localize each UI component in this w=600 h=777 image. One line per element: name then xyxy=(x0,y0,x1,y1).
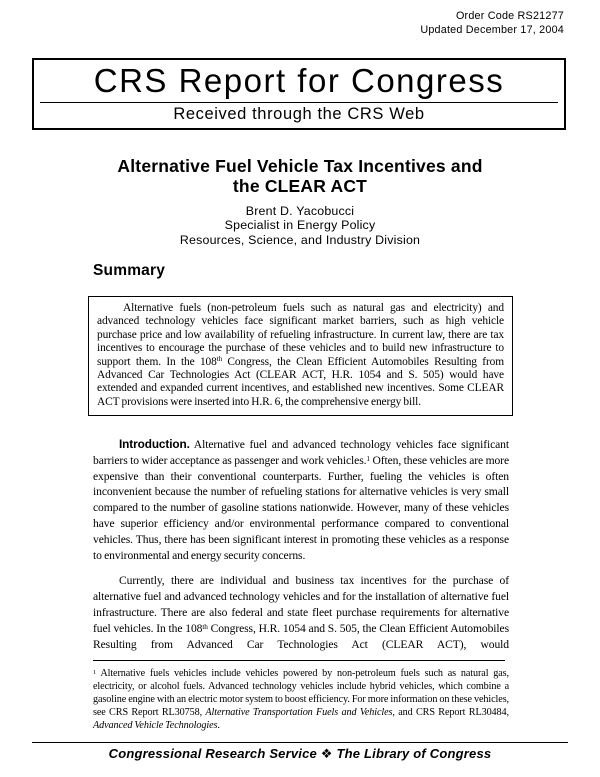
order-code: Order Code RS21277 xyxy=(455,10,564,22)
footer-library: The Library of Congress xyxy=(336,746,492,761)
footnote xyxy=(93,667,509,732)
introduction-text-a: Alternative fuel and advanced technology vehicles face significant barriers to wider acceptance as passenger and work vehicles. xyxy=(93,438,509,467)
footnote-text-c: . xyxy=(217,720,220,732)
summary-text xyxy=(97,302,504,409)
footnote-number: 1 xyxy=(93,668,97,676)
author-division: Resources, Science, and Industry Division xyxy=(179,232,421,247)
summary-superscript: th xyxy=(216,355,223,364)
footnote-text-b: , and CRS Report RL30484, xyxy=(392,707,509,719)
summary-text-a: Alternative fuels (non-petroleum fuels such as natural gas and electricity) and advanced technology vehicles face significant market barriers, such as high vehicle purchase price and low availability of refueling infrastructure. In current law, there are tax incentives to encourage the purchase of these vehicles and to build new infrastructure to support them. In the 108 xyxy=(97,302,504,368)
footnote-citation-1: Alternative Transportation Fuels and Vehicles xyxy=(205,707,393,719)
summary-text-b: Congress, the Clean Efficient Automobiles Resulting from Advanced Car Technologies Act (CLEAR ACT, H.R. 1054 and S. 505) would have extended and expanded current incentives, and established new incentives. Some CLEAR ACT provisions were inserted into H.R. 6, the comprehensive energy bill. xyxy=(97,355,504,408)
report-title-line1: Alternative Fuel Vehicle Tax Incentives and xyxy=(117,156,483,176)
second-paragraph-text-a: Currently, there are individual and business tax incentives for the purchase of alternative fuel and advanced technology vehicles and for the installation of alternative fuel infrastructure. There are also federal and state fleet purchase requirements for alternative fuel vehicles. In the 108 xyxy=(93,574,509,635)
footnote-reference-mark: 1 xyxy=(366,454,370,463)
body-content xyxy=(93,437,509,732)
summary-heading: Summary xyxy=(93,262,166,279)
masthead-title: CRS Report for Congress xyxy=(93,62,505,99)
footnote-citation-2: Advanced Vehicle Technologies xyxy=(93,720,218,732)
report-title-line2: the CLEAR ACT xyxy=(232,175,368,196)
introduction-text-b: Often, these vehicles are more expensive than their conventional counterparts. Further, fueling the vehicles is often inconvenient because the number of refueling stations for alternative vehicles is very small compared to the number of gasoline stations nationwide. However, many of these vehicles have superior efficiency and/or environmental performance compared to conventional vehicles. Thus, there has been significant interest in promoting these vehicles as a response to environmental and energy security concerns. xyxy=(93,453,509,562)
diamond-icon: ❖ xyxy=(320,746,333,761)
footer-divider xyxy=(32,742,568,743)
footnote-divider xyxy=(93,660,505,661)
second-paragraph xyxy=(93,573,509,652)
header-meta xyxy=(420,9,564,37)
page-footer xyxy=(0,746,600,762)
masthead-subtitle: Received through the CRS Web xyxy=(173,105,425,123)
introduction-heading: Introduction. xyxy=(119,437,190,451)
footer-org: Congressional Research Service xyxy=(108,746,317,761)
footnote-text-a: Alternative fuels vehicles include vehicles powered by non-petroleum fuels such as natural gas, electricity, or alcohol fuels. Advanced technology vehicles include hybrid vehicles, which combine a gasoline engine with an electric motor system to boost efficiency. For more information on these vehicles, see CRS Report RL30758, xyxy=(93,668,509,719)
summary-box xyxy=(88,296,513,416)
author-title: Specialist in Energy Policy xyxy=(224,218,376,233)
report-title xyxy=(0,157,600,196)
second-paragraph-text-b: Congress, H.R. 1054 and S. 505, the Clean Efficient Automobiles Resulting from Advanced Car Technologies Act (CLEAR ACT), would xyxy=(93,621,510,651)
author-name: Brent D. Yacobucci xyxy=(245,204,355,218)
second-paragraph-superscript: th xyxy=(202,622,208,631)
masthead-box xyxy=(32,58,566,130)
updated-date: Updated December 17, 2004 xyxy=(420,24,564,36)
introduction-paragraph xyxy=(93,437,509,563)
author-block xyxy=(0,204,600,247)
